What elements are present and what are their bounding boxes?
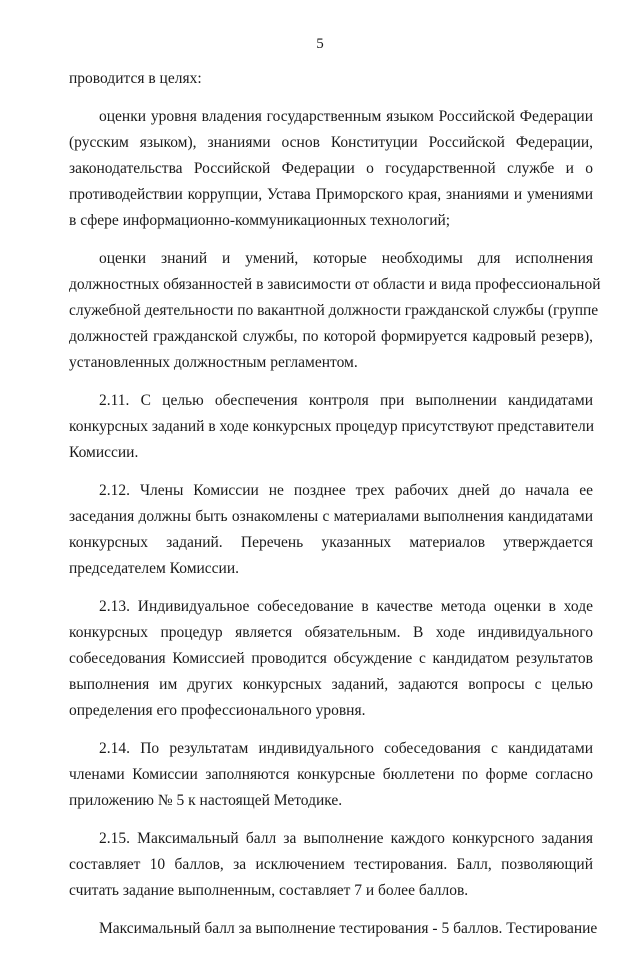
paragraph-2-14 — [69, 736, 593, 814]
text-line: оценки знаний и умений, которые необходимы для исполнения — [99, 250, 593, 267]
text-line: (русским языком), знаниями основ Конституции Российской Федерации, — [69, 134, 593, 151]
paragraph-intro — [69, 66, 593, 92]
text-line: приложению № 5 к настоящей Методике. — [69, 792, 343, 809]
document-body — [69, 66, 601, 954]
text-line: считать задание выполненным, составляет 7 и более баллов. — [69, 882, 469, 899]
page-number: 5 — [316, 36, 324, 52]
text-line: 2.13. Индивидуальное собеседование в качестве метода оценки в ходе — [99, 598, 593, 615]
text-line: противодействии коррупции, Устава Приморского края, знаниями и умениями — [69, 186, 593, 203]
text-line: оценки уровня владения государственным языком Российской Федерации — [99, 108, 593, 125]
text-line: служебной деятельности по вакантной должности гражданской службы (группе — [69, 302, 599, 319]
text-line: 2.12. Члены Комиссии не позднее трех рабочих дней до начала ее — [99, 482, 593, 499]
text-line: должностей гражданской службы, по которой формируется кадровый резерв), — [69, 328, 593, 345]
text-line: проводится в целях: — [69, 70, 202, 87]
paragraph-2-13 — [69, 594, 593, 724]
text-line: должностных обязанностей в зависимости от области и вида профессиональной — [69, 276, 601, 293]
paragraph-2-12 — [69, 478, 593, 582]
text-line: собеседования Комиссией проводится обсуждение с кандидатом результатов — [69, 650, 593, 667]
text-line: законодательства Российской Федерации о государственной службе и о — [69, 160, 593, 177]
paragraph-2-11 — [69, 388, 593, 466]
text-line: Максимальный балл за выполнение тестирования - 5 баллов. Тестирование — [99, 920, 598, 937]
text-line: конкурсных заданий. Перечень указанных материалов утверждается — [69, 534, 593, 551]
text-line: составляет 10 баллов, за исключением тестирования. Балл, позволяющий — [69, 856, 593, 873]
text-line: определения его профессионального уровня. — [69, 702, 366, 719]
text-line: выполнения им других конкурсных заданий, задаются вопросы с целью — [69, 676, 593, 693]
text-line: 2.11. С целью обеспечения контроля при выполнении кандидатами — [99, 392, 593, 409]
paragraph-2-15 — [69, 826, 593, 904]
paragraph-purpose-language — [69, 104, 593, 234]
text-line: 2.14. По результатам индивидуального собеседования с кандидатами — [99, 740, 593, 757]
text-line: членами Комиссии заполняются конкурсные бюллетени по форме согласно — [69, 766, 593, 783]
text-line: председателем Комиссии. — [69, 560, 240, 577]
text-line: установленных должностным регламентом. — [69, 354, 358, 371]
paragraph-purpose-knowledge — [69, 246, 601, 376]
paragraph-testing-max-score — [69, 916, 598, 942]
text-line: заседания должны быть ознакомлены с материалами выполнения кандидатами — [69, 508, 593, 525]
text-line: в сфере информационно-коммуникационных технологий; — [69, 212, 451, 229]
text-line: конкурсных процедур является обязательным. В ходе индивидуального — [69, 624, 593, 641]
text-line: Комиссии. — [69, 444, 139, 461]
text-line: 2.15. Максимальный балл за выполнение каждого конкурсного задания — [99, 830, 593, 847]
text-line: конкурсных заданий в ходе конкурсных процедур присутствуют представители — [69, 418, 595, 435]
